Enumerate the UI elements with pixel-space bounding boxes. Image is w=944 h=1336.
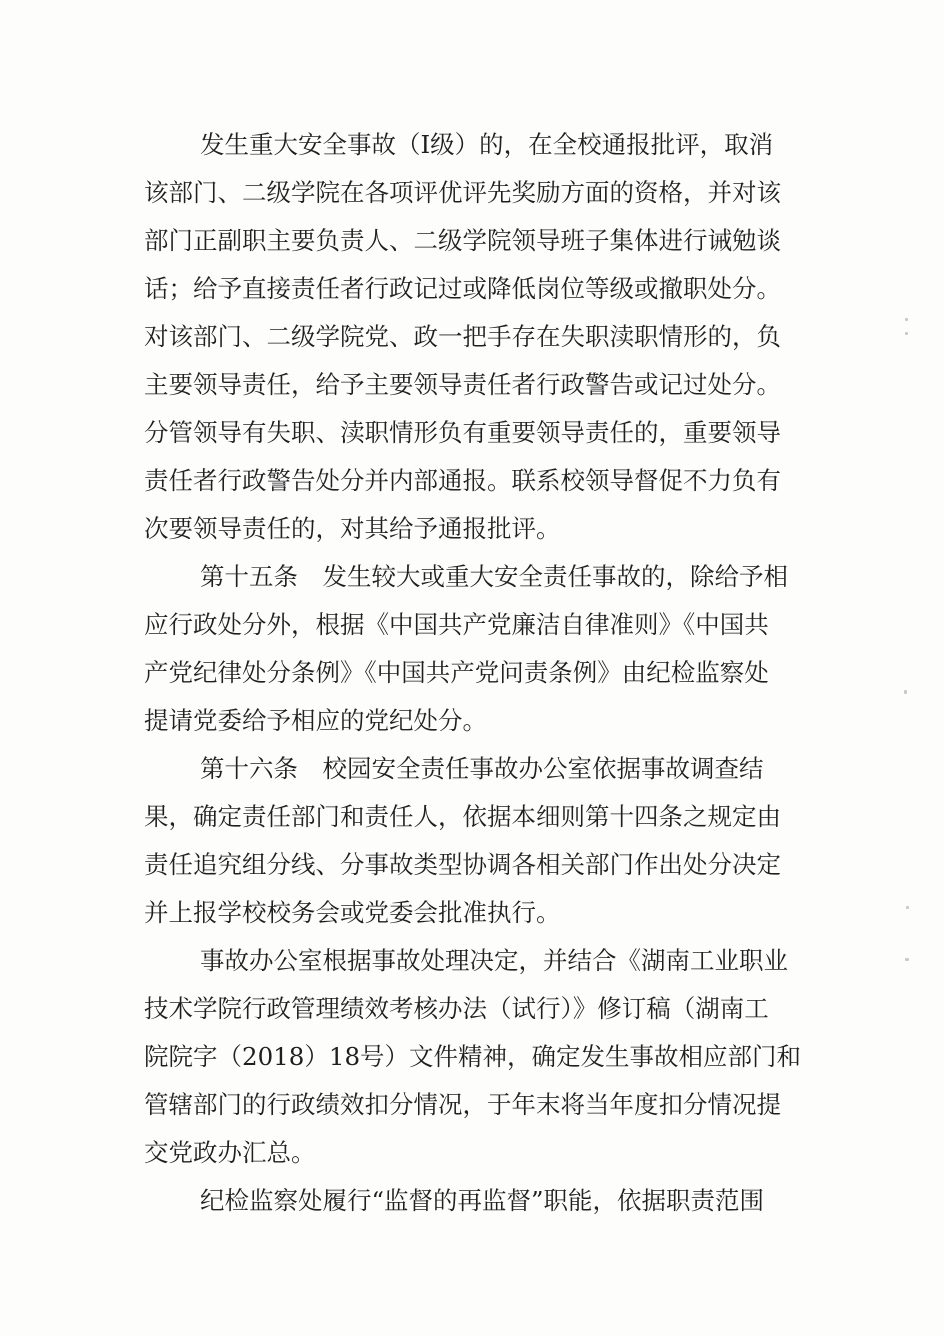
article-16-line-4: 并上报学校校务会或党委会批准执行。 — [144, 898, 561, 927]
scan-speck — [905, 958, 909, 961]
article-16-line-3: 责任追究组分线、分事故类型协调各相关部门作出处分决定 — [144, 850, 781, 879]
paragraph-office-line-1: 事故办公室根据事故处理决定，并结合《湖南工业职业 — [200, 946, 788, 975]
scan-speck — [905, 318, 908, 321]
paragraph-1-line-7: 分管领导有失职、渎职情形负有重要领导责任的，重要领导 — [144, 418, 781, 447]
article-15-line-1: 第十五条 发生较大或重大安全责任事故的，除给予相 — [200, 562, 788, 591]
article-16-line-1: 第十六条 校园安全责任事故办公室依据事故调查结 — [200, 754, 764, 783]
article-15-line-4: 提请党委给予相应的党纪处分。 — [144, 706, 487, 735]
article-15-line-2: 应行政处分外，根据《中国共产党廉洁自律准则》《中国共 — [144, 610, 769, 639]
paragraph-office-line-3: 院院字（2018）18号）文件精神，确定发生事故相应部门和 — [144, 1042, 802, 1071]
paragraph-office-line-5: 交党政办汇总。 — [144, 1138, 316, 1167]
paragraph-1-line-9: 次要领导责任的，对其给予通报批评。 — [144, 514, 561, 543]
paragraph-1-line-1: 发生重大安全事故（Ⅰ级）的，在全校通报批评，取消 — [200, 130, 774, 159]
scan-speck — [906, 906, 909, 909]
paragraph-1-line-5: 对该部门、二级学院党、政一把手存在失职渎职情形的，负 — [144, 322, 781, 351]
paragraph-1-line-4: 话；给予直接责任者行政记过或降低岗位等级或撤职处分。 — [144, 274, 781, 303]
scan-speck — [905, 332, 908, 335]
scan-speck — [904, 690, 907, 694]
article-16-line-2: 果，确定责任部门和责任人，依据本细则第十四条之规定由 — [144, 802, 781, 831]
paragraph-1-line-2: 该部门、二级学院在各项评优评先奖励方面的资格，并对该 — [144, 178, 781, 207]
paragraph-office-line-4: 管辖部门的行政绩效扣分情况，于年末将当年度扣分情况提 — [144, 1090, 781, 1119]
paragraph-supervision-line-1: 纪检监察处履行“监督的再监督”职能，依据职责范围 — [200, 1186, 765, 1215]
paragraph-1-line-3: 部门正副职主要负责人、二级学院领导班子集体进行诫勉谈 — [144, 226, 781, 255]
article-15-line-3: 产党纪律处分条例》《中国共产党问责条例》由纪检监察处 — [144, 658, 769, 687]
paragraph-office-line-2: 技术学院行政管理绩效考核办法（试行）》修订稿（湖南工 — [144, 994, 769, 1023]
paragraph-1-line-8: 责任者行政警告处分并内部通报。联系校领导督促不力负有 — [144, 466, 781, 495]
paragraph-1-line-6: 主要领导责任，给予主要领导责任者行政警告或记过处分。 — [144, 370, 781, 399]
